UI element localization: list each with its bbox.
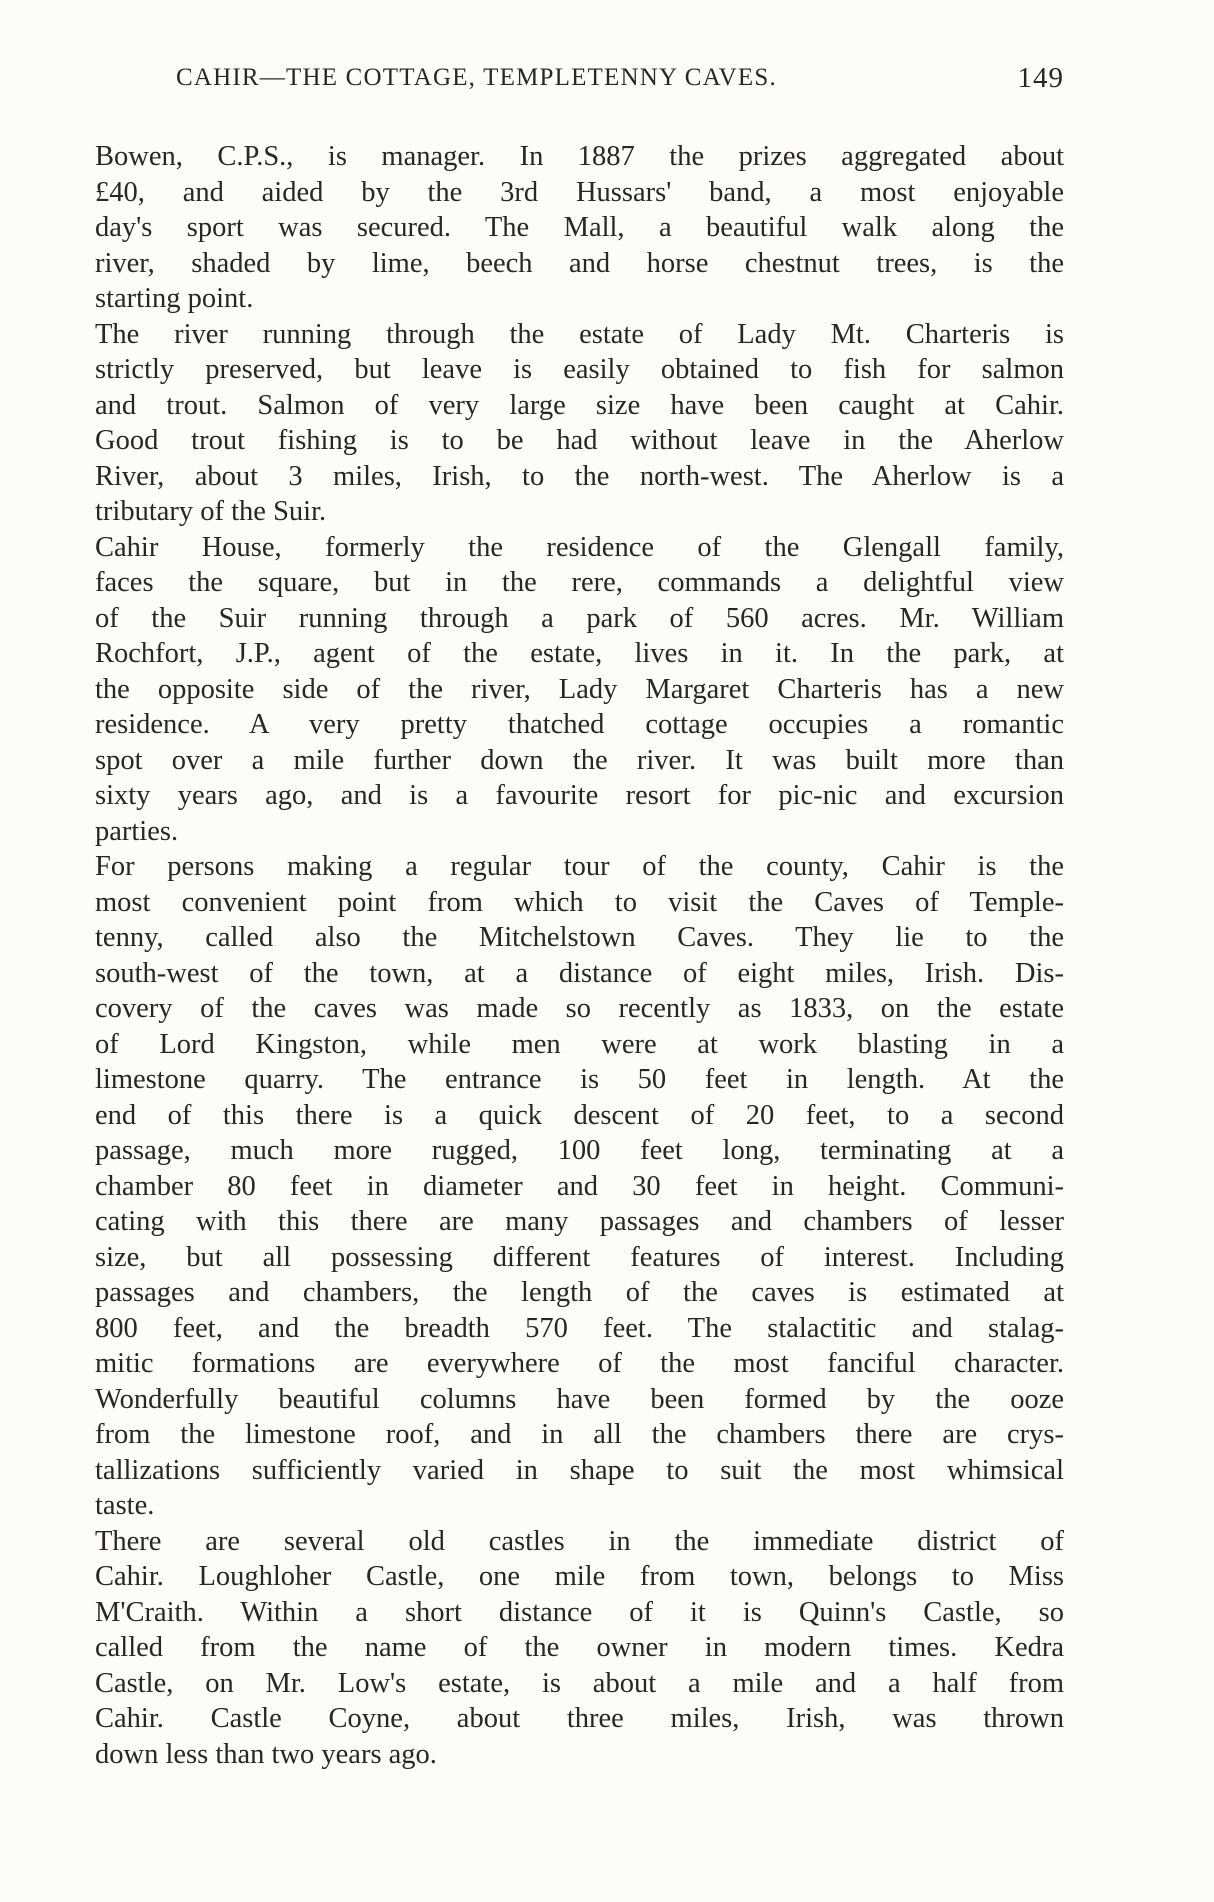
text-line: of the Suir running through a park of 560 acres. Mr. William [95, 602, 1064, 634]
running-title: CAHIR—THE COTTAGE, TEMPLETENNY CAVES. [176, 64, 777, 91]
text-line: taste. [95, 1490, 155, 1521]
text-line: tenny, called also the Mitchelstown Caves. They lie to the [95, 922, 1064, 953]
text-line: of Lord Kingston, while men were at work blasting in a [95, 1028, 1064, 1060]
text-line: mitic formations are everywhere of the most fanciful character. [95, 1348, 1064, 1379]
text-line: There are several old castles in the immediate district of [95, 1525, 1064, 1557]
text-line: limestone quarry. The entrance is 50 feet in length. At the [95, 1064, 1064, 1095]
text-line: £40, and aided by the 3rd Hussars' band, a most enjoyable [95, 176, 1064, 208]
text-line: called from the name of the owner in modern times. Kedra [95, 1632, 1064, 1663]
text-line: and trout. Salmon of very large size have been caught at Cahir. [95, 389, 1064, 421]
text-line: Cahir. Loughloher Castle, one mile from town, belongs to Miss [95, 1561, 1064, 1592]
text-line: from the limestone roof, and in all the chambers there are crys- [95, 1419, 1064, 1450]
text-line: Good trout fishing is to be had without leave in the Aherlow [95, 425, 1064, 456]
text-line: chamber 80 feet in diameter and 30 feet in height. Communi- [95, 1170, 1064, 1202]
text-line: River, about 3 miles, Irish, to the north-west. The Aherlow is a [95, 460, 1064, 492]
text-line: starting point. [95, 283, 254, 314]
text-line: the opposite side of the river, Lady Margaret Charteris has a new [95, 673, 1064, 705]
text-line: faces the square, but in the rere, commands a delightful view [95, 567, 1064, 598]
text-line: cating with this there are many passages and chambers of lesser [95, 1206, 1064, 1237]
page-number: 149 [1017, 62, 1064, 94]
text-line: south-west of the town, at a distance of eight miles, Irish. Dis- [95, 957, 1064, 989]
text-line: day's sport was secured. The Mall, a beautiful walk along the [95, 212, 1064, 243]
text-line: Castle, on Mr. Low's estate, is about a mile and a half from [95, 1667, 1064, 1699]
text-line: tributary of the Suir. [95, 496, 327, 527]
text-line: 800 feet, and the breadth 570 feet. The stalactitic and stalag- [95, 1312, 1064, 1344]
text-line: tallizations sufficiently varied in shape to suit the most whimsical [95, 1454, 1064, 1486]
text-line: Cahir House, formerly the residence of the Glengall family, [95, 531, 1064, 563]
text-line: Rochfort, J.P., agent of the estate, lives in it. In the park, at [95, 638, 1064, 669]
text-line: sixty years ago, and is a favourite resort for pic-nic and excursion [95, 780, 1064, 811]
text-line: For persons making a regular tour of the county, Cahir is the [95, 851, 1064, 882]
text-line: The river running through the estate of Lady Mt. Charteris is [95, 318, 1064, 350]
text-line: Cahir. Castle Coyne, about three miles, Irish, was thrown [95, 1703, 1064, 1734]
text-line: spot over a mile further down the river. It was built more than [95, 744, 1064, 776]
text-line: parties. [95, 815, 179, 847]
running-header [176, 64, 1064, 100]
text-line: most convenient point from which to visit the Caves of Temple- [95, 886, 1064, 918]
text-line: end of this there is a quick descent of 20 feet, to a second [95, 1099, 1064, 1131]
text-line: Bowen, C.P.S., is manager. In 1887 the prizes aggregated about [95, 141, 1064, 172]
text-line: M'Craith. Within a short distance of it is Quinn's Castle, so [95, 1596, 1064, 1628]
text-line: passage, much more rugged, 100 feet long, terminating at a [95, 1135, 1064, 1166]
text-line: river, shaded by lime, beech and horse chestnut trees, is the [95, 247, 1064, 279]
text-line: passages and chambers, the length of the caves is estimated at [95, 1277, 1064, 1308]
text-line: Wonderfully beautiful columns have been formed by the ooze [95, 1383, 1064, 1415]
text-line: residence. A very pretty thatched cottage occupies a romantic [95, 709, 1064, 740]
text-line: strictly preserved, but leave is easily obtained to fish for salmon [95, 354, 1064, 385]
text-line: covery of the caves was made so recently as 1833, on the estate [95, 993, 1064, 1024]
text-line: size, but all possessing different features of interest. Including [95, 1241, 1064, 1273]
text-line: down less than two years ago. [95, 1738, 437, 1770]
